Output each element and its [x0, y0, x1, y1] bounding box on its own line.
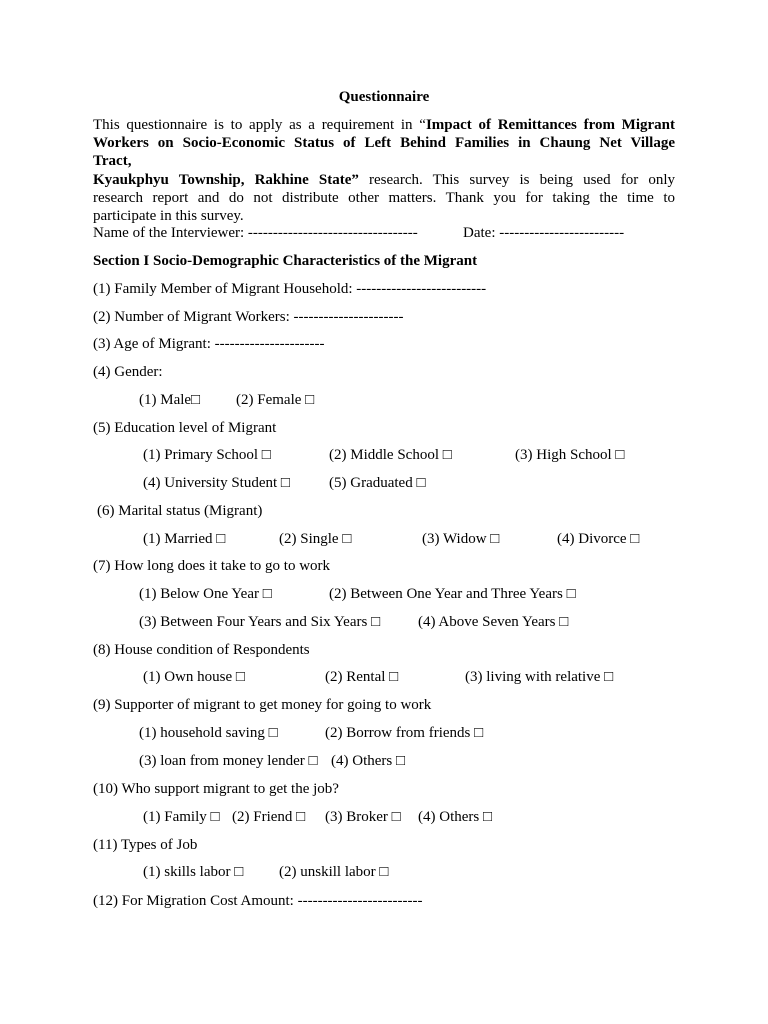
intro-text: research. This survey is being used for only: [358, 171, 675, 188]
question-9-label: (9) Supporter of migrant to get money for going to work: [93, 697, 432, 713]
checkbox-option[interactable]: (2) Friend □: [232, 809, 306, 825]
intro-text: This questionnaire is to apply as a requirement in “: [93, 117, 426, 133]
checkbox-option[interactable]: (3) loan from money lender □: [139, 753, 318, 769]
question-5-label: (5) Education level of Migrant: [93, 420, 277, 436]
question-8-label: (8) House condition of Respondents: [93, 642, 310, 658]
checkbox-option[interactable]: (1) skills labor □: [143, 864, 244, 880]
checkbox-option[interactable]: (4) Others □: [331, 753, 406, 769]
intro-line-1: [93, 116, 675, 134]
question-4-label: (4) Gender:: [93, 364, 163, 380]
checkbox-option[interactable]: (1) Primary School □: [143, 447, 271, 463]
checkbox-option[interactable]: (3) Widow □: [422, 531, 500, 547]
checkbox-option[interactable]: (3) Broker □: [325, 809, 401, 825]
checkbox-option[interactable]: (1) Below One Year □: [139, 586, 272, 602]
checkbox-option[interactable]: (1) household saving □: [139, 725, 278, 741]
question-7-label: (7) How long does it take to go to work: [93, 558, 331, 574]
checkbox-option[interactable]: (5) Graduated □: [329, 475, 426, 491]
intro-line-5: research report and do not distribute other matters. Thank you for taking the time to: [93, 189, 675, 206]
study-title-part: Kyaukphyu Township, Rakhine State”: [93, 171, 359, 188]
checkbox-option[interactable]: (2) Borrow from friends □: [325, 725, 484, 741]
checkbox-option[interactable]: (2) Female □: [236, 392, 315, 408]
checkbox-option[interactable]: (1) Family □: [143, 809, 220, 825]
page-title: Questionnaire: [338, 89, 430, 105]
question-6-label: (6) Marital status (Migrant): [97, 503, 263, 519]
checkbox-option[interactable]: (1) Married □: [143, 531, 226, 547]
checkbox-option[interactable]: (2) Between One Year and Three Years □: [329, 586, 576, 602]
study-title-part: Impact of Remittances from Migrant: [425, 117, 675, 133]
checkbox-option[interactable]: (2) Middle School □: [329, 447, 452, 463]
question-11-label: (11) Types of Job: [93, 837, 198, 853]
question-12: (12) For Migration Cost Amount: -------------------------: [93, 893, 423, 909]
question-10-label: (10) Who support migrant to get the job?: [93, 781, 339, 797]
question-2: (2) Number of Migrant Workers: ----------------------: [93, 309, 404, 325]
checkbox-option[interactable]: (3) living with relative □: [465, 669, 614, 685]
question-1: (1) Family Member of Migrant Household: --------------------------: [93, 281, 487, 297]
checkbox-option[interactable]: (2) Single □: [279, 531, 352, 547]
question-3: (3) Age of Migrant: ----------------------: [93, 336, 325, 352]
checkbox-option[interactable]: (2) unskill labor □: [279, 864, 389, 880]
checkbox-option[interactable]: (4) Divorce □: [557, 531, 640, 547]
intro-paragraph: [93, 116, 675, 225]
date-field: Date: -------------------------: [463, 225, 625, 241]
checkbox-option[interactable]: (4) Others □: [418, 809, 493, 825]
interviewer-name-field: Name of the Interviewer: ----------------------------------: [93, 225, 418, 241]
checkbox-option[interactable]: (1) Own house □: [143, 669, 245, 685]
checkbox-option[interactable]: (2) Rental □: [325, 669, 399, 685]
study-title-line-3: Tract,: [93, 153, 132, 170]
intro-line-6: participate in this survey.: [93, 208, 244, 225]
checkbox-option[interactable]: (4) University Student □: [143, 475, 290, 491]
section-heading: Section I Socio-Demographic Characteristics of the Migrant: [93, 253, 478, 269]
study-title-line-2: Workers on Socio-Economic Status of Left Behind Families in Chaung Net Village: [93, 135, 675, 152]
checkbox-option[interactable]: (3) Between Four Years and Six Years □: [139, 614, 381, 630]
checkbox-option[interactable]: (4) Above Seven Years □: [418, 614, 569, 630]
checkbox-option[interactable]: (3) High School □: [515, 447, 625, 463]
intro-line-4: [93, 171, 675, 189]
checkbox-option[interactable]: (1) Male□: [139, 392, 201, 408]
